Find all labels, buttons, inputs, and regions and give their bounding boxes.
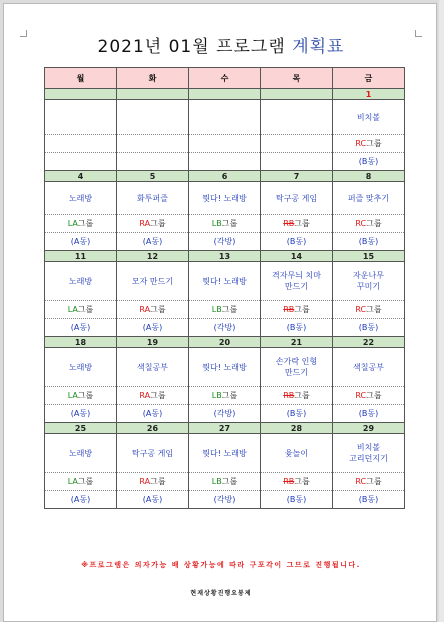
room-cell: (A동) [45,491,117,509]
weekday-header: 목 [261,68,333,89]
date-cell: 4 [45,171,117,182]
date-cell [117,89,189,100]
group-cell [45,301,117,319]
group-suffix: 그룹 [294,219,310,228]
date-row [45,423,405,434]
activity-cell: 윷놀이 [261,434,333,473]
room-cell [261,153,333,171]
group-row [45,301,405,319]
date-cell: 7 [261,171,333,182]
activity-row [45,100,405,135]
room-cell: (각방) [189,491,261,509]
room-row [45,491,405,509]
activity-cell: 뭣다! 노래방 [189,262,261,301]
date-row [45,89,405,100]
activity-cell: 퍼즐 맞추기 [333,182,405,215]
date-cell: 13 [189,251,261,262]
group-suffix: 그룹 [77,305,94,314]
date-cell: 1 [333,89,405,100]
group-label [68,391,94,400]
group-label [68,219,94,228]
group-cell [117,135,189,153]
room-cell: (A동) [45,405,117,423]
group-code: RA [139,219,151,228]
activity-cell: 비치볼 고리던지기 [333,434,405,473]
group-cell [261,215,333,233]
group-label [139,305,165,314]
activity-cell: 뭣다! 노래방 [189,182,261,215]
group-code: RC [355,391,367,400]
room-cell: (A동) [117,405,189,423]
group-code: RB [283,219,295,228]
group-code: LA [67,477,78,486]
group-cell [45,135,117,153]
date-cell [45,89,117,100]
activity-row [45,434,405,473]
weekday-header-row [45,68,405,89]
group-label [139,219,165,228]
group-code: RC [355,477,367,486]
weekday-header: 화 [117,68,189,89]
group-cell [117,301,189,319]
group-label [212,391,237,400]
group-cell [333,473,405,491]
group-cell [261,473,333,491]
room-cell: (B동) [333,233,405,251]
group-cell [117,473,189,491]
group-suffix: 그룹 [366,477,382,486]
room-cell [45,153,117,171]
date-cell: 8 [333,171,405,182]
footer-text: 현재상황진행요봉제 [190,590,252,597]
group-label [212,305,237,314]
group-cell [45,473,117,491]
group-suffix: 그룹 [294,391,310,400]
date-cell: 21 [261,337,333,348]
weekday-header: 금 [333,68,405,89]
room-cell: (A동) [45,319,117,337]
date-row [45,251,405,262]
group-cell [117,215,189,233]
group-code: LA [67,391,78,400]
date-cell: 26 [117,423,189,434]
group-suffix: 그룹 [221,219,238,228]
activity-cell: 격자무늬 치마 만드기 [261,262,333,301]
room-cell: (B동) [261,233,333,251]
group-cell [189,301,261,319]
group-suffix: 그룹 [77,219,94,228]
activity-cell [117,100,189,135]
group-suffix: 그룹 [221,477,238,486]
room-cell: (A동) [45,233,117,251]
page-title [4,32,438,57]
activity-cell: 뭣다! 노래방 [189,434,261,473]
group-suffix: 그룹 [221,305,238,314]
group-suffix: 그룹 [150,477,166,486]
room-row [45,319,405,337]
group-cell [189,215,261,233]
group-code: RC [355,305,367,314]
date-cell: 6 [189,171,261,182]
group-label [355,477,381,486]
group-code: RC [355,139,367,148]
group-label [68,477,94,486]
activity-cell: 노래방 [45,182,117,215]
group-suffix: 그룹 [221,391,238,400]
group-row [45,135,405,153]
group-code: LA [67,305,78,314]
group-code: LB [211,305,222,314]
document-page [3,3,437,622]
group-suffix: 그룹 [294,477,310,486]
date-cell: 27 [189,423,261,434]
group-code: LB [211,477,222,486]
group-label [355,391,381,400]
room-row [45,233,405,251]
date-cell [261,89,333,100]
date-row [45,337,405,348]
activity-cell: 비치볼 [333,100,405,135]
group-cell [333,387,405,405]
room-cell: (B동) [333,319,405,337]
group-label [355,305,381,314]
room-cell: (B동) [261,405,333,423]
vertical-scrollbar[interactable] [439,0,444,622]
room-cell: (각방) [189,319,261,337]
room-cell [117,153,189,171]
weekday-header: 월 [45,68,117,89]
activity-cell: 노래방 [45,262,117,301]
group-row [45,473,405,491]
schedule-note: ※프로그램은 의자가능 배 상황가능에 따라 구포각이 그므로 진행됩니다. [81,561,361,569]
weekday-header: 수 [189,68,261,89]
activity-row [45,348,405,387]
group-cell [333,135,405,153]
group-label [355,219,381,228]
group-cell [45,387,117,405]
activity-cell: 화투퍼즐 [117,182,189,215]
date-cell: 20 [189,337,261,348]
group-code: RC [355,219,367,228]
room-cell: (A동) [117,233,189,251]
group-code: LB [211,219,222,228]
activity-cell: 모자 만드기 [117,262,189,301]
date-cell: 11 [45,251,117,262]
activity-cell: 탁구공 게임 [117,434,189,473]
room-cell: (B동) [333,153,405,171]
group-suffix: 그룹 [150,305,166,314]
group-label [283,477,310,486]
date-cell: 5 [117,171,189,182]
activity-cell: 자운나무 꾸미기 [333,262,405,301]
group-cell [45,215,117,233]
group-suffix: 그룹 [366,305,382,314]
group-label [283,305,310,314]
group-cell [189,135,261,153]
group-code: RB [283,305,295,314]
date-cell: 19 [117,337,189,348]
group-label [283,391,310,400]
title-highlight: 계획표 [292,37,345,57]
room-cell: (B동) [333,491,405,509]
group-label [212,477,237,486]
room-cell: (B동) [333,405,405,423]
activity-cell [45,100,117,135]
group-cell [261,301,333,319]
activity-cell: 색칠공부 [333,348,405,387]
activity-cell: 손가락 인형 만드기 [261,348,333,387]
room-cell: (B동) [261,319,333,337]
group-cell [189,473,261,491]
date-cell: 18 [45,337,117,348]
group-suffix: 그룹 [150,391,166,400]
date-row [45,171,405,182]
group-suffix: 그룹 [366,219,382,228]
room-cell: (각방) [189,405,261,423]
room-cell: (각방) [189,233,261,251]
group-cell [261,387,333,405]
program-calendar-table [44,67,405,509]
date-cell [189,89,261,100]
activity-cell [261,100,333,135]
date-cell: 28 [261,423,333,434]
activity-cell: 노래방 [45,348,117,387]
group-label [139,477,165,486]
group-suffix: 그룹 [150,219,166,228]
title-main: 2021년 01월 프로그램 [97,37,286,57]
date-cell: 14 [261,251,333,262]
date-cell: 15 [333,251,405,262]
group-code: LB [211,391,222,400]
room-cell: (B동) [261,491,333,509]
group-code: RB [283,391,295,400]
activity-row [45,262,405,301]
group-suffix: 그룹 [77,477,94,486]
group-label [212,219,237,228]
group-suffix: 그룹 [366,139,382,148]
group-cell [261,135,333,153]
date-cell: 25 [45,423,117,434]
date-cell: 12 [117,251,189,262]
group-code: RA [139,391,151,400]
group-cell [333,301,405,319]
activity-cell: 탁구공 게임 [261,182,333,215]
group-suffix: 그룹 [366,391,382,400]
activity-cell: 뭣다! 노래방 [189,348,261,387]
group-row [45,215,405,233]
group-row [45,387,405,405]
date-cell: 22 [333,337,405,348]
group-suffix: 그룹 [294,305,310,314]
group-label [283,219,310,228]
activity-cell [189,100,261,135]
group-label [139,391,165,400]
group-code: RB [283,477,295,486]
group-code: LA [67,219,78,228]
group-cell [189,387,261,405]
room-cell: (A동) [117,491,189,509]
group-cell [117,387,189,405]
group-code: RA [139,305,151,314]
room-row [45,153,405,171]
room-cell: (A동) [117,319,189,337]
group-suffix: 그룹 [77,391,94,400]
date-cell: 29 [333,423,405,434]
group-code: RA [139,477,151,486]
activity-cell: 노래방 [45,434,117,473]
activity-cell: 색칠공부 [117,348,189,387]
room-row [45,405,405,423]
activity-row [45,182,405,215]
group-label [355,139,381,148]
room-cell [189,153,261,171]
group-cell [333,215,405,233]
group-label [68,305,94,314]
